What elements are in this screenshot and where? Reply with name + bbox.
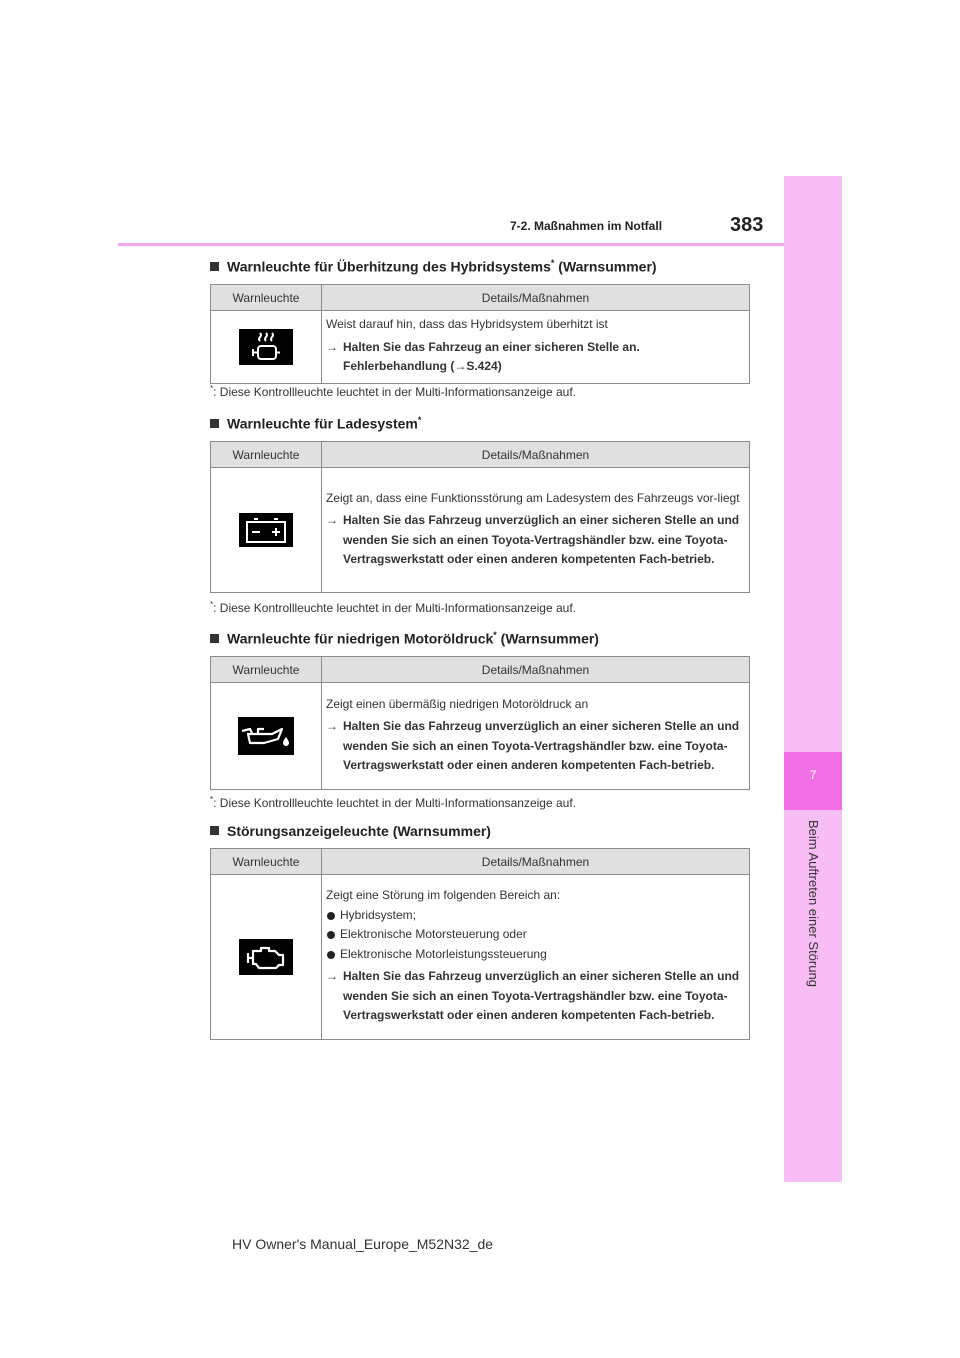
column-header-details: Details/Maßnahmen <box>322 285 750 311</box>
column-header-warnleuchte: Warnleuchte <box>211 442 322 468</box>
table-header-row <box>211 657 750 683</box>
square-bullet-icon <box>210 419 219 428</box>
warning-description: Weist darauf hin, dass das Hybridsystem überhitzt ist <box>326 317 608 331</box>
warning-description: Zeigt an, dass eine Funktionsstörung am Ladesystem des Fahrzeugs vor-liegt <box>326 490 740 505</box>
warning-action: → Halten Sie das Fahrzeug unverzüglich an einer sicheren Stelle an und wenden Sie sich an einen Toyota-Vertragshändler bzw. eine Toyota-Vertragswerkstatt oder einen anderen kompetenten Fach-betrieb. <box>326 717 741 776</box>
column-header-warnleuchte: Warnleuchte <box>211 285 322 311</box>
chapter-sidebar <box>784 176 842 1182</box>
header-divider <box>118 243 784 246</box>
column-header-details: Details/Maßnahmen <box>322 849 750 875</box>
warning-action: → Halten Sie das Fahrzeug unverzüglich an einer sicheren Stelle an und wenden Sie sich an einen Toyota-Vertragshändler bzw. eine Toyota-Vertragswerkstatt oder einen anderen kompetenten Fach-betrieb. <box>326 967 741 1026</box>
section-heading-oil-pressure: Warnleuchte für niedrigen Motoröldruck* (Warnsummer) <box>210 630 599 647</box>
table-header-row <box>211 849 750 875</box>
table-header-row <box>211 285 750 311</box>
warning-table-malfunction <box>210 848 750 1040</box>
section-heading-malfunction: Störungsanzeigeleuchte (Warnsummer) <box>210 823 491 839</box>
warning-action: → Halten Sie das Fahrzeug unverzüglich an einer sicheren Stelle an und wenden Sie sich an einen Toyota-Vertragshändler bzw. eine Toyota-Vertragswerkstatt oder einen anderen kompetenten Fach-betrieb. <box>326 511 741 570</box>
footer-manual-id: HV Owner's Manual_Europe_M52N32_de <box>232 1236 494 1252</box>
chapter-number: 7 <box>809 768 817 782</box>
check-engine-icon <box>239 939 293 975</box>
column-header-details: Details/Maßnahmen <box>322 657 750 683</box>
section-heading-charging: Warnleuchte für Ladesystem* <box>210 415 421 432</box>
warning-table-oil-pressure <box>210 656 750 790</box>
section-title: 7-2. Maßnahmen im Notfall <box>510 219 663 233</box>
warning-description: Zeigt eine Störung im folgenden Bereich an: <box>326 888 561 903</box>
warning-description: Zeigt einen übermäßig niedrigen Motoröldruck an <box>326 696 589 711</box>
column-header-warnleuchte: Warnleuchte <box>211 849 322 875</box>
column-header-warnleuchte: Warnleuchte <box>211 657 322 683</box>
page-number: 383 <box>730 214 764 236</box>
list-item: Elektronische Motorleistungssteuerung <box>326 945 741 965</box>
list-item: Hybridsystem; <box>326 906 741 926</box>
column-header-details: Details/Maßnahmen <box>322 442 750 468</box>
square-bullet-icon <box>210 262 219 271</box>
hybrid-overheat-icon <box>239 329 293 365</box>
section-heading-overheat: Warnleuchte für Überhitzung des Hybridsystems* (Warnsummer) <box>210 258 657 275</box>
table-header-row <box>211 442 750 468</box>
warning-table-overheat <box>210 284 750 384</box>
warning-table-charging <box>210 441 750 593</box>
table-row <box>211 311 750 384</box>
footnote: *: Diese Kontrollleuchte leuchtet in der Multi-Informationsanzeige auf. <box>210 795 576 810</box>
battery-icon <box>239 513 293 547</box>
list-item: Elektronische Motorsteuerung oder <box>326 925 741 945</box>
footnote: *: Diese Kontrollleuchte leuchtet in der Multi-Informationsanzeige auf. <box>210 384 576 399</box>
square-bullet-icon <box>210 634 219 643</box>
chapter-label: Beim Auftreten einer Störung <box>806 820 821 987</box>
warning-action: → Halten Sie das Fahrzeug an einer sicheren Stelle an. Fehlerbehandlung (→S.424) <box>326 338 741 377</box>
table-row <box>211 875 750 1040</box>
square-bullet-icon <box>210 826 219 835</box>
table-row <box>211 683 750 790</box>
oil-pressure-icon <box>238 717 294 755</box>
table-row <box>211 468 750 593</box>
footnote: *: Diese Kontrollleuchte leuchtet in der Multi-Informationsanzeige auf. <box>210 600 576 615</box>
